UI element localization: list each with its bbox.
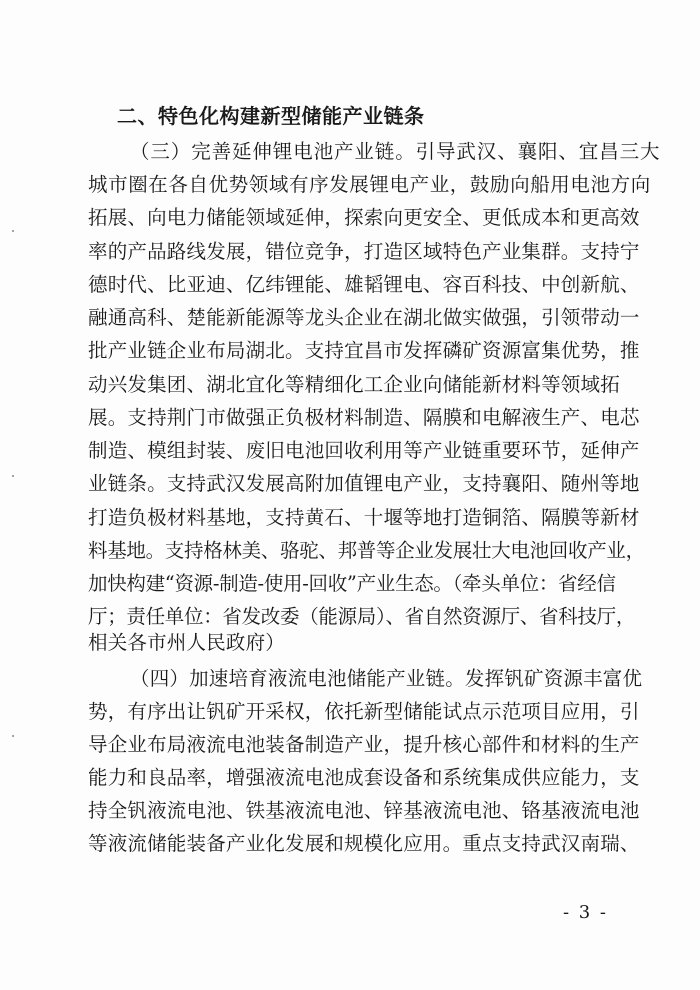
page-number: - 3 - (562, 902, 608, 923)
body-line: 动兴发集团、湖北宜化等精细化工企业向储能新材料等领域拓 (88, 373, 620, 396)
body-line: 加快构建“资源-制造-使用-回收”产业生态。（牵头单位：省经信 (88, 572, 616, 595)
body-line: （四）加速培育液流电池储能产业链。发挥钒矿资源丰富优 (130, 667, 643, 690)
body-line: 拓展、向电力储能领域延伸，探索向更安全、更低成本和更高效 (88, 206, 640, 229)
body-line: 厅；责任单位：省发改委（能源局）、省自然资源厅、省科技厅， (88, 605, 636, 628)
body-line: （三）完善延伸锂电池产业链。引导武汉、襄阳、宜昌三大 (130, 140, 661, 163)
body-line: 等液流储能装备产业化发展和规模化应用。重点支持武汉南瑞、 (88, 832, 640, 855)
margin-dot (12, 230, 14, 232)
body-line: 势，有序出让钒矿开采权，依托新型储能试点示范项目应用，引 (88, 700, 640, 723)
body-line: 德时代、比亚迪、亿纬锂能、雄韬锂电、容百科技、中创新航、 (88, 273, 640, 296)
body-line: 制造、模组封装、废旧电池回收利用等产业链重要环节，延伸产 (88, 439, 640, 462)
body-line: 持全钒液流电池、铁基液流电池、锌基液流电池、铬基液流电池 (88, 799, 640, 822)
body-line: 打造负极材料基地，支持黄石、十堰等地打造铜箔、隔膜等新材 (88, 506, 640, 529)
section-heading: 二、特色化构建新型储能产业链条 (117, 104, 425, 128)
body-line: 料基地。支持格林美、骆驼、邦普等企业发展壮大电池回收产业， (88, 539, 645, 562)
body-line: 导企业布局液流电池装备制造产业，提升核心部件和材料的生产 (88, 733, 640, 756)
body-line: 率的产品路线发展，错位竞争，打造区域特色产业集群。支持宁 (88, 240, 640, 263)
margin-dot (12, 735, 14, 737)
body-line: 业链条。支持武汉发展高附加值锂电产业，支持襄阳、随州等地 (88, 472, 640, 495)
body-line: 能力和良品率，增强液流电池成套设备和系统集成供应能力，支 (88, 766, 640, 789)
margin-dot (12, 475, 14, 477)
body-line: 城市圈在各自优势领域有序发展锂电产业，鼓励向船用电池方向 (88, 173, 651, 196)
body-line: 批产业链企业布局湖北。支持宜昌市发挥磷矿资源富集优势，推 (88, 339, 640, 362)
body-line: 展。支持荆门市做强正负极材料制造、隔膜和电解液生产、电芯 (88, 406, 640, 429)
body-line: 融通高科、楚能新能源等龙头企业在湖北做实做强，引领带动一 (88, 306, 640, 329)
body-line: 相关各市州人民政府） (88, 631, 286, 654)
